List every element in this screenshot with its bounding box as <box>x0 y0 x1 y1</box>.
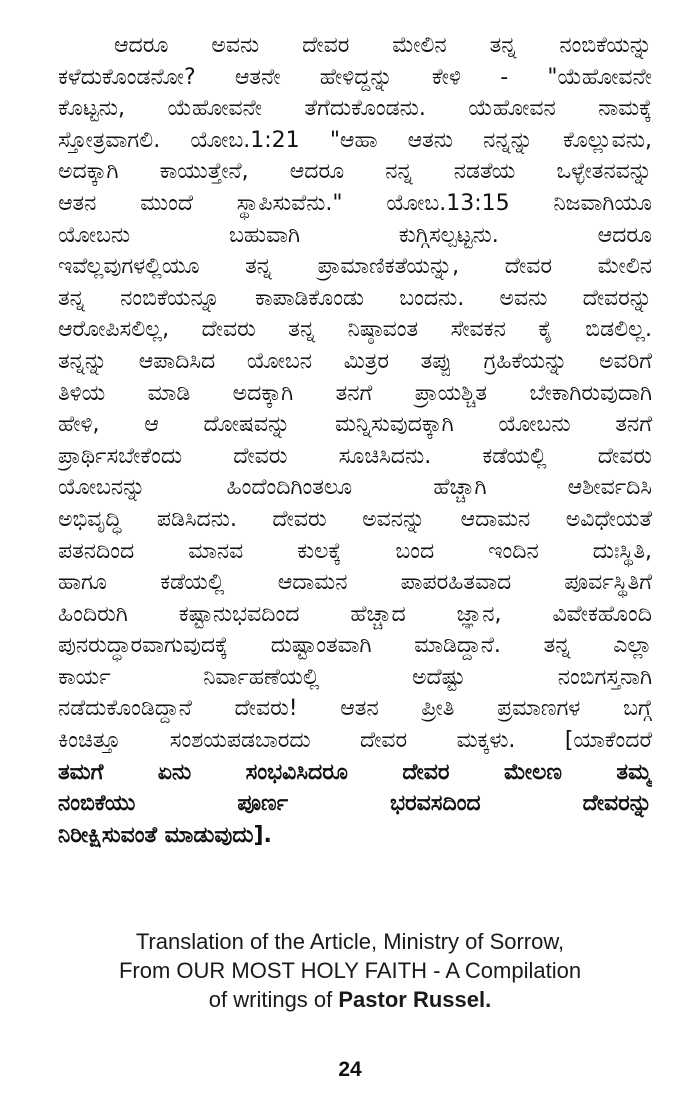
credit-source-prefix: From <box>118 958 177 983</box>
text-line: ನಡೆದುಕೊಂಡಿದ್ದಾನೆ ದೇವರು! ಆತನ ಪ್ರೀತಿ ಪ್ರಮಾಣಗಳ ಬಗ್ಗೆ <box>58 696 652 722</box>
text-line-emphasis: ತಮಗೆ ಏನು ಸಂಭವಿಸಿದರೂ ದೇವರ ಮೇಲಣ ತಮ್ಮ <box>58 759 652 785</box>
text-line: ಪುನರುದ್ಧಾರವಾಗುವುದಕ್ಕೆ ದುಷ್ಟಾಂತವಾಗಿ ಮಾಡಿದ್ದಾನೆ. ತನ್ನ ಎಲ್ಲಾ <box>58 633 652 659</box>
credit-author-name: Pastor Russel. <box>338 987 492 1012</box>
text-line-emphasis: ನಿರೀಕ್ಷಿಸುವಂತೆ ಮಾಡುವುದು]. <box>58 822 272 848</box>
text-line-emphasis: ನಂಬಿಕೆಯು ಪೂರ್ಣ ಭರವಸದಿಂದ ದೇವರನ್ನು <box>58 791 652 817</box>
text-line: ಆತನ ಮುಂದೆ ಸ್ಥಾಪಿಸುವೆನು." ಯೋಬ.13:15 ನಿಜವಾಗಿಯೂ <box>58 190 652 216</box>
body-paragraph <box>58 30 652 851</box>
text-line: ಹೇಳಿ, ಆ ದೋಷವನ್ನು ಮನ್ನಿಸುವುದಕ್ಕಾಗಿ ಯೋಬನು ತನಗೆ <box>58 412 652 438</box>
text-line: ಯೋಬನನ್ನು ಹಿಂದೆಂದಿಗಿಂತಲೂ ಹೆಚ್ಚಾಗಿ ಆಶೀರ್ವದಿಸಿ <box>58 475 652 501</box>
text-line: ಕಿಂಚಿತ್ತೂ ಸಂಶಯಪಡಬಾರದು ದೇವರ ಮಕ್ಕಳು. [ಯಾಕೆಂದರೆ <box>58 728 652 754</box>
text-line: ಕೊಟ್ಟನು, ಯೆಹೋವನೇ ತೆಗೆದುಕೊಂಡನು. ಯೆಹೋವನ ನಾಮಕ್ಕೆ <box>58 96 652 122</box>
text-line: ತಿಳಿಯ ಮಾಡಿ ಅದಕ್ಕಾಗಿ ತನಗೆ ಪ್ರಾಯಶ್ಚಿತ ಬೇಕಾಗಿರುವುದಾಗಿ <box>58 380 652 406</box>
text-line: ತನ್ನನ್ನು ಆಪಾದಿಸಿದ ಯೋಬನ ಮಿತ್ರರ ತಪ್ಪು ಗ್ರಹಿಕೆಯನ್ನು ಅವರಿಗೆ <box>58 348 652 374</box>
credit-book-title: OUR MOST HOLY FAITH <box>176 958 427 983</box>
text-line: ಕಾರ್ಯ ನಿರ್ವಾಹಣೆಯಲ್ಲಿ ಅದೆಷ್ಟು ನಂಬಿಗಸ್ತನಾಗಿ <box>58 664 652 690</box>
credit-author-prefix: of writings of <box>208 987 339 1012</box>
credit-line-article: Translation of the Article, Ministry of Sorrow, <box>135 929 565 954</box>
text-line: ಹಿಂದಿರುಗಿ ಕಷ್ಟಾನುಭವದಿಂದ ಹೆಚ್ಚಾದ ಜ್ಞಾನ, ವಿವೇಕಹೊಂದಿ <box>58 601 652 627</box>
translation-credit <box>40 927 660 1014</box>
text-line: ಯೋಬನು ಬಹುವಾಗಿ ಕುಗ್ಗಿಸಲ್ಪಟ್ಟನು. ಆದರೂ <box>58 222 652 248</box>
credit-source-suffix: - A Compilation <box>426 958 582 983</box>
text-line: ಕಳೆದುಕೊಂಡನೋ? ಆತನೇ ಹೇಳಿದ್ದನ್ನು ಕೇಳಿ - "ಯೆಹೋವನೇ <box>58 64 652 90</box>
text-line: ಆದರೂ ಅವನು ದೇವರ ಮೇಲಿನ ತನ್ನ ನಂಬಿಕೆಯನ್ನು <box>114 33 652 58</box>
credit-line-author <box>40 985 660 1014</box>
page-number: 24 <box>338 1058 362 1081</box>
text-line: ತನ್ನ ನಂಬಿಕೆಯನ್ನೂ ಕಾಪಾಡಿಕೊಂಡು ಬಂದನು. ಅವನು ದೇವರನ್ನು <box>58 285 652 311</box>
credit-line-source <box>40 956 660 985</box>
text-line: ಸ್ತೋತ್ರವಾಗಲಿ. ಯೋಬ.1:21 "ಆಹಾ ಆತನು ನನ್ನನ್ನು ಕೊಲ್ಲುವನು, <box>58 127 652 153</box>
text-line: ಪತನದಿಂದ ಮಾನವ ಕುಲಕ್ಕೆ ಬಂದ ಇಂದಿನ ದುಃಸ್ಥಿತಿ, <box>58 538 652 564</box>
text-line: ಅದಕ್ಕಾಗಿ ಕಾಯುತ್ತೇನೆ, ಆದರೂ ನನ್ನ ನಡತೆಯ ಒಳ್ಳೇತನವನ್ನು <box>58 159 652 185</box>
text-line: ಪ್ರಾರ್ಥಿಸಬೇಕೆಂದು ದೇವರು ಸೂಚಿಸಿದನು. ಕಡೆಯಲ್ಲಿ ದೇವರು <box>58 443 652 469</box>
text-line: ಅಭಿವೃದ್ಧಿ ಪಡಿಸಿದನು. ದೇವರು ಅವನನ್ನು ಆದಾಮನ ಅವಿಧೇಯತೆ <box>58 506 652 532</box>
text-line: ಹಾಗೂ ಕಡೆಯಲ್ಲಿ ಆದಾಮನ ಪಾಪರಹಿತವಾದ ಪೂರ್ವಸ್ಥಿತಿಗೆ <box>58 570 652 596</box>
text-line: ಆರೋಪಿಸಲಿಲ್ಲ, ದೇವರು ತನ್ನ ನಿಷ್ಠಾವಂತ ಸೇವಕನ ಕೈ ಬಿಡಲಿಲ್ಲ. <box>58 317 652 343</box>
text-line: ಇವೆಲ್ಲವುಗಳಲ್ಲಿಯೂ ತನ್ನ ಪ್ರಾಮಾಣಿಕತೆಯನ್ನು, ದೇವರ ಮೇಲಿನ <box>58 254 652 280</box>
